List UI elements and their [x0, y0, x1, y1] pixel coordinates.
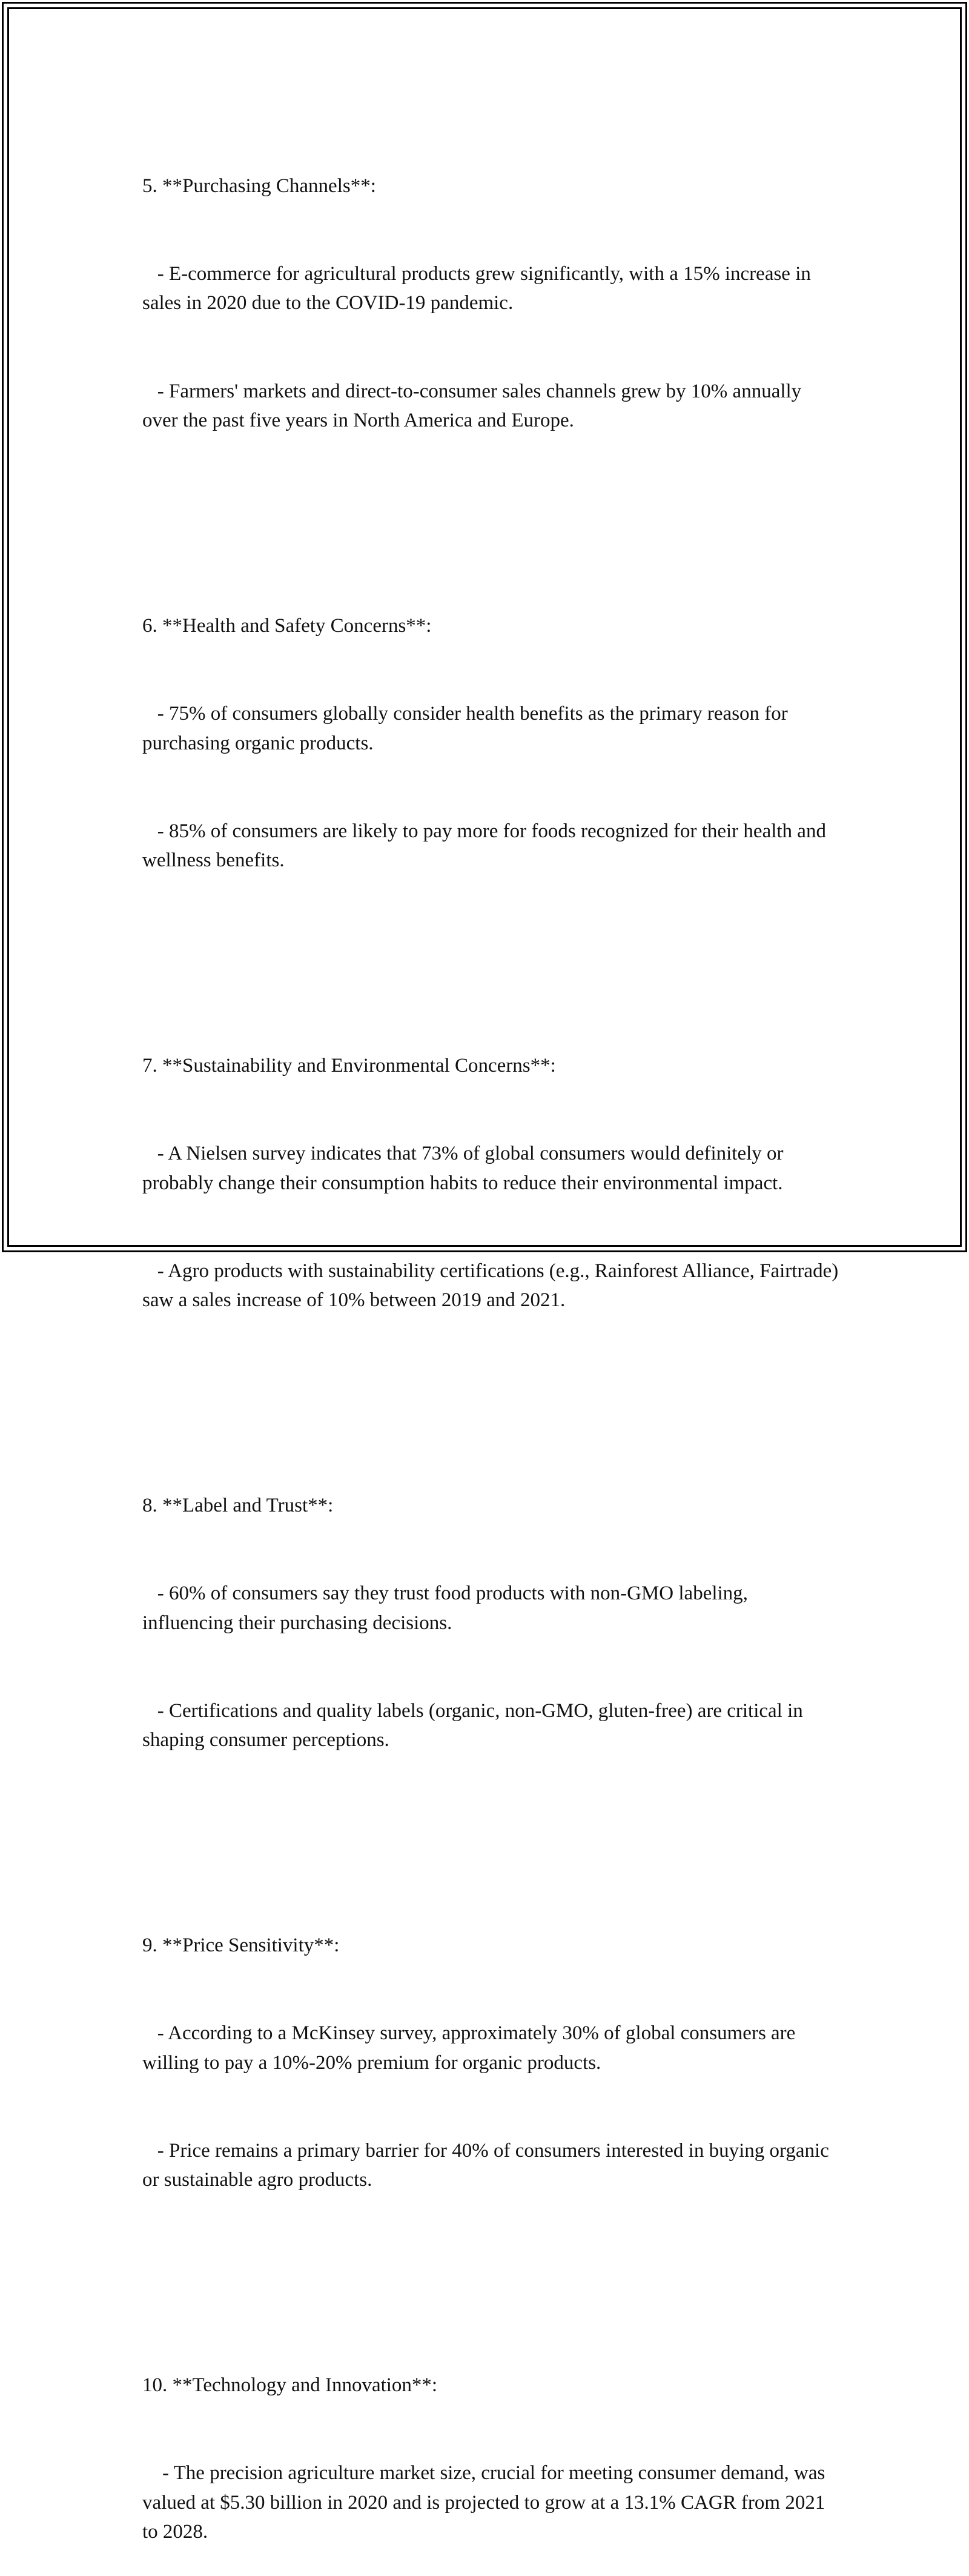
section-6-item-2: - 85% of consumers are likely to pay more for foods recognized for their health and wellness benefits.	[142, 820, 832, 872]
paragraph-gap	[142, 494, 839, 523]
paragraph-gap	[142, 2254, 839, 2283]
section-8-item-1: - 60% of consumers say they trust food products with non-GMO labeling, influencing their purchasing decisions.	[142, 1582, 753, 1634]
section-6-item-1: - 75% of consumers globally consider health benefits as the primary reason for purchasing organic products.	[142, 703, 793, 754]
section-8-item-2: - Certifications and quality labels (organic, non-GMO, gluten-free) are critical in shaping consumer perceptions.	[142, 1699, 809, 1751]
section-9-heading: 9. **Price Sensitivity**:	[142, 1934, 340, 1957]
section-10-item-1: - The precision agriculture market size, crucial for meeting consumer demand, was valued at $5.30 billion in 2020 and is projected to grow at a 13.1% CAGR from 2021 to 2028.	[142, 2462, 830, 2543]
section-7-item-2: - Agro products with sustainability certifications (e.g., Rainforest Alliance, Fairtrade) saw a sales increase of 10% between 2019 and 2021.	[142, 1260, 844, 1312]
section-7-heading: 7. **Sustainability and Environmental Concerns**:	[142, 1054, 556, 1077]
section-6-heading: 6. **Health and Safety Concerns**:	[142, 614, 432, 637]
section-8-heading: 8. **Label and Trust**:	[142, 1495, 334, 1517]
section-7-item-1: - A Nielsen survey indicates that 73% of global consumers would definitely or probably change their consumption habits to reduce their environmental impact.	[142, 1143, 789, 1194]
section-10-heading: 10. **Technology and Innovation**:	[142, 2374, 438, 2397]
paragraph-gap	[142, 1814, 839, 1843]
section-9-item-1: - According to a McKinsey survey, approximately 30% of global consumers are willing to pay a 10%-20% premium for organic products.	[142, 2022, 801, 2074]
section-5-item-2: - Farmers' markets and direct-to-consumer sales channels grew by 10% annually over the past five years in North America and Europe.	[142, 380, 807, 432]
paragraph-gap	[142, 1373, 839, 1403]
section-5-heading: 5. **Purchasing Channels**:	[142, 174, 376, 197]
document-body	[142, 113, 844, 2576]
section-5-item-1: - E-commerce for agricultural products grew significantly, with a 15% increase in sales in 2020 due to the COVID-19 pandemic.	[142, 263, 816, 314]
section-9-item-2: - Price remains a primary barrier for 40% of consumers interested in buying organic or sustainable agro products.	[142, 2139, 835, 2191]
paragraph-gap	[142, 934, 839, 963]
